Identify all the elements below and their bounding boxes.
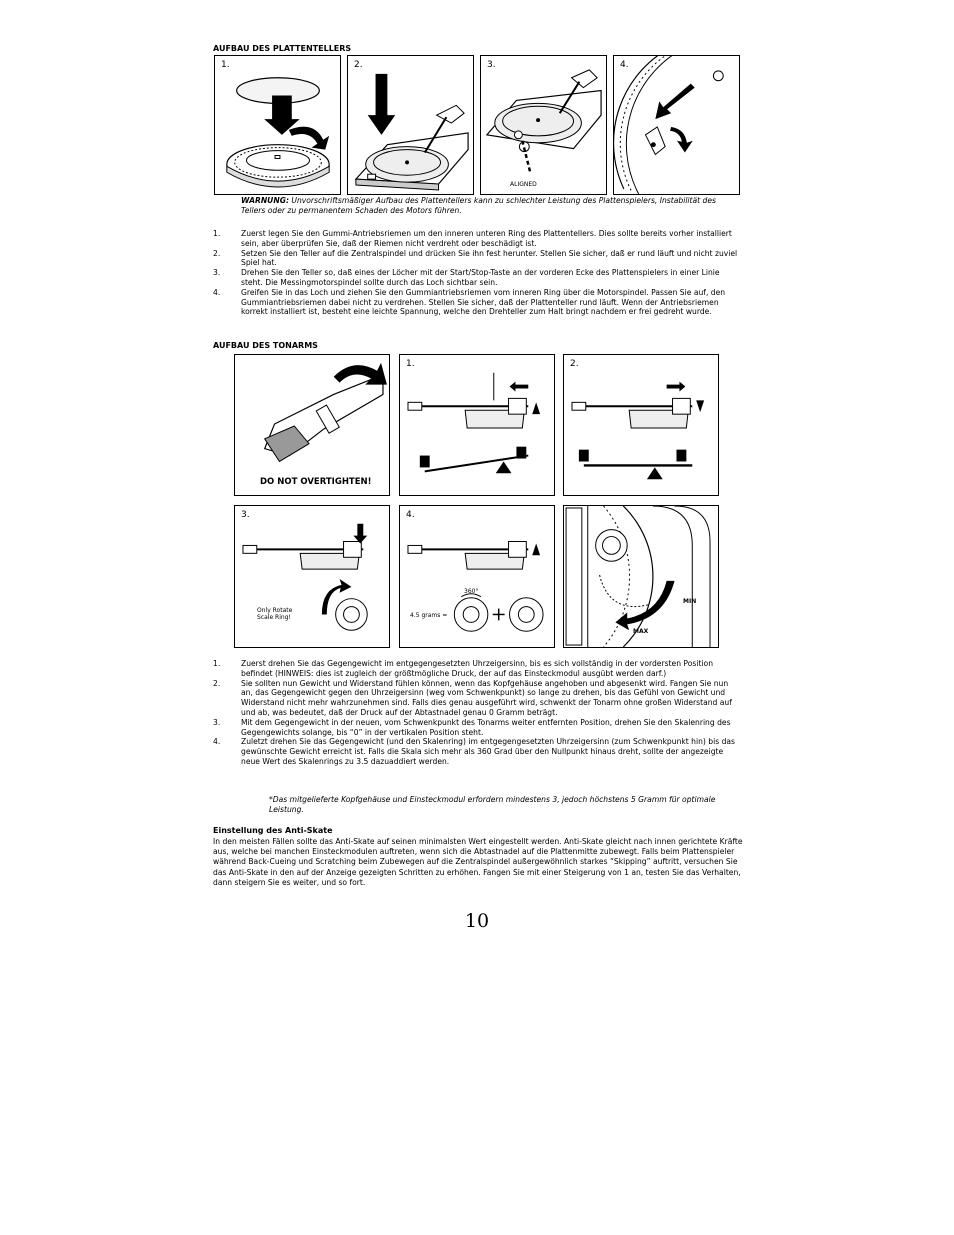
platter-steps-list	[213, 229, 741, 317]
page-number: 10	[464, 910, 490, 932]
warning-label: WARNUNG:	[241, 196, 289, 205]
list-number: 1.	[213, 229, 221, 238]
list-item	[213, 288, 741, 317]
list-text: Sie sollten nun Gewicht und Widerstand fühlen können, wenn das Kopfgehäuse angehoben und abgesenkt wird. Fangen Sie nun an, das Gegengewicht gegen den Uhrzeigersinn (weg vom Schwenkpunkt) so lange zu drehen, bis das Gefühl von Gewicht und Widerstand nicht mehr wahrzunehmen sind. Falls dies genau ausgeführt wird, schwenkt der Tonarm ohne großen Widerstand auf und ab, was bedeutet, daß der Druck auf der Abtastnadel genau 0 Gramm beträgt.	[241, 678, 732, 717]
degrees-label: 360°	[464, 588, 479, 595]
tonearm-figure-headshell	[234, 354, 390, 496]
platter-step2-illustration	[348, 56, 473, 194]
aligned-label: ALIGNED	[510, 181, 537, 188]
tonearm-figure-antiskate	[563, 505, 719, 648]
list-number: 2.	[213, 248, 221, 258]
do-not-overtighten-label: DO NOT OVERTIGHTEN!	[260, 477, 372, 487]
cartridge-note: *Das mitgelieferte Kopfgehäuse und Einsteckmodul erfordern mindestens 3, jedoch höchstens 5 Gramm für optimale Leistung.	[269, 795, 716, 814]
figure-number: 4.	[406, 510, 415, 520]
figure-number: 2.	[570, 359, 579, 369]
list-item	[213, 249, 741, 269]
tonearm-figure-1	[399, 354, 555, 496]
tonearm-step3-illustration	[235, 506, 389, 647]
min-label: MIN	[683, 598, 697, 605]
list-item	[213, 659, 741, 679]
antiskate-paragraph: In den meisten Fällen sollte das Anti-Skate auf seinen minimalsten Wert eingestellt werden. Anti-Skate gleicht nach innen gerichtete Kräfte aus, welche bei manchen Einsteckmodulen auftreten, wenn sich die Abtastnadel auf die Plattenmitte zubewegt. Falls beim Plattenspieler während Back-Cueing und Scratching beim Zubewegen auf die Zentralspindel außergewöhnlich starkes “Skipping” auftritt, versuchen Sie das Anti-Skate in den auf der Anzeige gezeigten Schritten zu erhöhen. Fangen Sie mit einer Steigerung von 1 an, testen Sie das Verhalten, dann steigern Sie es weiter, und so fort.	[213, 837, 743, 887]
list-number: 2.	[213, 678, 221, 688]
list-text: Zuerst legen Sie den Gummi-Antriebsriemen um den inneren unteren Ring des Plattentellers. Dies sollte bereits vorher installiert sein, aber überprüfen Sie, daß der Riemen nicht verdreht oder beschädigt ist.	[241, 229, 732, 248]
list-number: 3.	[213, 717, 221, 727]
list-text: Setzen Sie den Teller auf die Zentralspindel und drücken Sie ihn fest herunter. Stellen Sie sicher, daß er rund läuft und nicht zuviel Spiel hat.	[241, 248, 738, 268]
platter-figure-2	[347, 55, 474, 195]
list-item	[213, 268, 741, 288]
figure-number: 2.	[354, 60, 363, 70]
platter-step3-illustration	[481, 56, 606, 194]
tonearm-step1-illustration	[400, 355, 554, 495]
max-label: MAX	[633, 628, 649, 635]
headshell-illustration	[235, 355, 389, 495]
figure-number: 1.	[221, 60, 230, 70]
list-item	[213, 718, 741, 738]
figure-number: 4.	[620, 60, 629, 70]
list-number: 1.	[213, 659, 221, 668]
list-text: Zuerst drehen Sie das Gegengewicht im entgegengesetzten Uhrzeigersinn, bis es sich vollständig in der vordersten Position befindet (HINWEIS: dies ist zugleich der größtmögliche Druck, der auf das Einsteckmodul ausgübt werden darf.)	[241, 659, 714, 678]
tonearm-steps-list	[213, 659, 741, 767]
list-text: Greifen Sie in das Loch und ziehen Sie den Gummiantriebsriemen vom inneren Ring über die Motorspindel. Passen Sie auf, den Gummiantriebsriemen dabei nicht zu verdrehen. Stellen Sie sicher, daß der Plattenteller rund läuft. Wenn der Antriebsriemen korrekt installiert ist, besteht eine leichte Spannung, welche den Drehteller zum Halt bringt nachdem er frei gedreht wurde.	[241, 287, 726, 317]
list-number: 3.	[213, 268, 221, 278]
antiskate-dial-illustration	[564, 506, 718, 647]
section-heading-tonearm: AUFBAU DES TONARMS	[213, 341, 318, 350]
list-number: 4.	[213, 737, 221, 747]
platter-figure-1	[214, 55, 341, 195]
only-rotate-scale-ring-label: Only Rotate Scale Ring!	[257, 607, 293, 621]
tonearm-figure-2	[563, 354, 719, 496]
list-item	[213, 229, 741, 249]
platter-figure-3	[480, 55, 607, 195]
figure-number: 3.	[487, 60, 496, 70]
warning-note	[241, 196, 741, 216]
list-text: Drehen Sie den Teller so, daß eines der Löcher mit der Start/Stop-Taste an der vorderen Ecke des Plattenspielers in einer Linie steht. Die Messingmotorspindel sollte durch das Loch sichtbar sein.	[241, 268, 720, 287]
list-number: 4.	[213, 287, 221, 297]
list-item	[213, 679, 741, 718]
antiskate-heading: Einstellung des Anti-Skate	[213, 826, 333, 835]
section-heading-platter: AUFBAU DES PLATTENTELLERS	[213, 44, 352, 53]
tonearm-figure-4	[399, 505, 555, 648]
platter-step4-illustration	[614, 56, 739, 194]
list-item	[213, 737, 741, 766]
warning-text: Unvorschriftsmäßiger Aufbau des Plattentellers kann zu schlechter Leistung des Plattenspielers, Instabilität des Tellers oder zu permanentem Schaden des Motors führen.	[241, 196, 717, 215]
tonearm-step4-illustration	[400, 506, 554, 647]
list-text: Zuletzt drehen Sie das Gegengewicht (und den Skalenring) im entgegengesetzten Uhrzeigersinn (zum Schwenkpunkt hin) bis das gewünschte Gewicht erreicht ist. Falls die Skala sich mehr als 360 Grad über den Nullpunkt hinaus dreht, sollte der angezeigte neue Wert des Skalenrings zu 3.5 dazuaddiert werden.	[241, 737, 736, 766]
tonearm-figure-3	[234, 505, 390, 648]
grams-label: 4.5 grams =	[410, 612, 448, 619]
figure-number: 1.	[406, 359, 415, 369]
list-text: Mit dem Gegengewicht in der neuen, vom Schwenkpunkt des Tonarms weiter entfernten Position, drehen Sie den Skalenring des Gegengewichts solange, bis “0” in der vertikalen Position steht.	[241, 717, 731, 737]
platter-step1-illustration	[215, 56, 340, 194]
tonearm-step2-illustration	[564, 355, 718, 495]
platter-figure-4	[613, 55, 740, 195]
figure-number: 3.	[241, 510, 250, 520]
